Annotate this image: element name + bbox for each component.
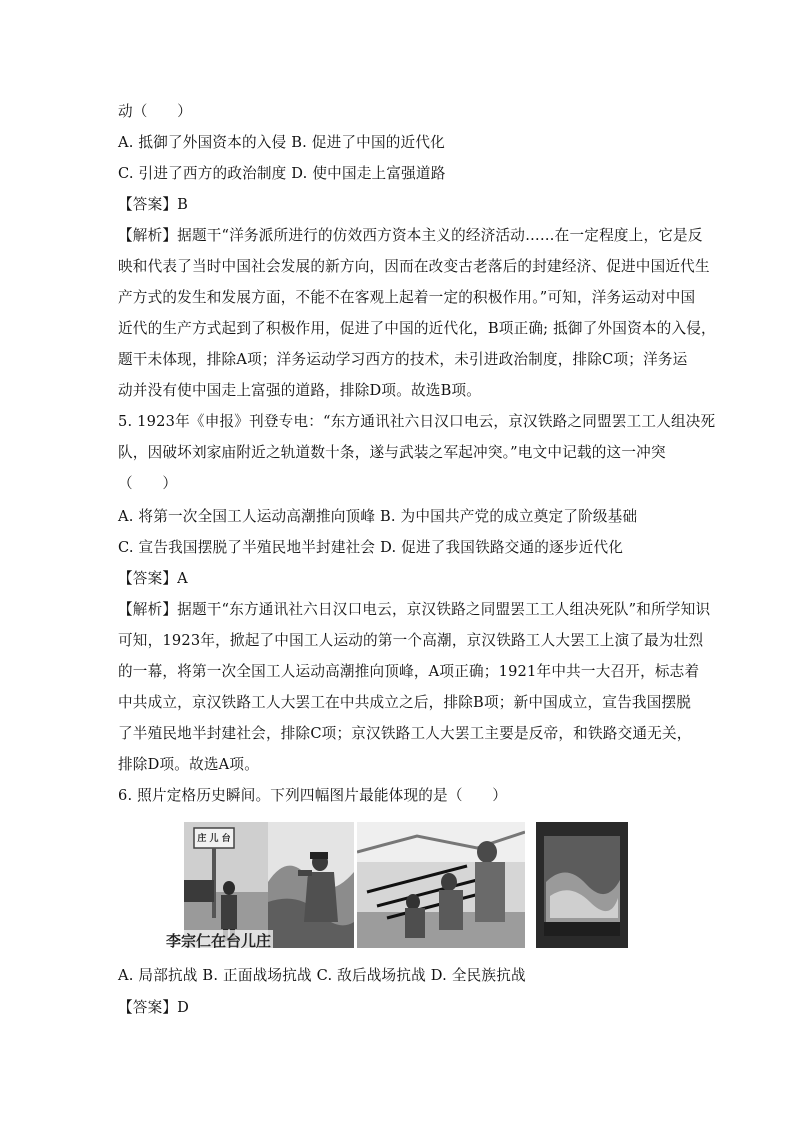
sign-text: 庄 儿 台 — [197, 834, 231, 844]
photo-battlefield — [536, 822, 628, 948]
q5-analysis-line-5: 了半殖民地半封建社会，排除C项；京汉铁路工人大罢工主要是反帝，和铁路交通无关， — [118, 725, 692, 742]
photo-caption: 李宗仁在台儿庄 — [166, 932, 272, 950]
q4-analysis-line-3: 产方式的发生和发展方面，不能不在客观上起着一定的积极作用。”可知，洋务运动对中国 — [118, 289, 696, 306]
q5-analysis-line-3: 的一幕，将第一次全国工人运动高潮推向顶峰，A项正确；1921年中共一大召开，标志着 — [118, 663, 700, 680]
photo-soldiers-rifles — [357, 822, 525, 948]
question-5-stem-line-3: （ ） — [118, 475, 178, 492]
q4-analysis-line-5: 题干未体现，排除A项；洋务运动学习西方的技术，未引进政治制度，排除C项；洋务运 — [118, 351, 688, 368]
q4-analysis-line-4: 近代的生产方式起到了积极作用，促进了中国的近代化，B项正确; 抵御了外国资本的入侵， — [118, 320, 716, 337]
q5-analysis-line-6: 排除D项。故选A项。 — [118, 756, 259, 773]
q4-analysis-line-1: 【解析】据题干“洋务派所进行的仿效西方资本主义的经济活动……在一定程度上，它是反 — [118, 227, 703, 244]
q4-options-ab: A. 抵御了外国资本的入侵 B. 促进了中国的近代化 — [118, 134, 445, 151]
q6-options: A. 局部抗战 B. 正面战场抗战 C. 敌后战场抗战 D. 全民族抗战 — [118, 967, 526, 984]
q5-analysis-line-1: 【解析】据题干“东方通讯社六日汉口电云，京汉铁路之同盟罢工工人组决死队”和所学知识 — [118, 601, 711, 618]
q5-analysis-line-4: 中共成立，京汉铁路工人大罢工在中共成立之后，排除B项；新中国成立，宣告我国摆脱 — [118, 694, 692, 711]
photo-soldier-binoculars — [268, 822, 354, 948]
q4-answer: 【答案】B — [118, 196, 189, 213]
q4-analysis-line-6: 动并没有使中国走上富强的道路，排除D项。故选B项。 — [118, 382, 482, 399]
question-5-stem-line-2: 队，因破坏刘家庙附近之轨道数十条，遂与武装之军起冲突。”电文中记载的这一冲突 — [118, 444, 666, 461]
q6-answer: 【答案】D — [118, 999, 190, 1016]
q4-options-cd: C. 引进了西方的政治制度 D. 使中国走上富强道路 — [118, 165, 446, 182]
q5-options-ab: A. 将第一次全国工人运动高潮推向顶峰 B. 为中国共产党的成立奠定了阶级基础 — [118, 508, 638, 525]
q5-answer: 【答案】A — [118, 570, 188, 587]
question-4-stem-end: 动（ ） — [118, 103, 192, 120]
question-6-stem: 6. 照片定格历史瞬间。下列四幅图片最能体现的是（ ） — [118, 787, 508, 804]
q5-analysis-line-2: 可知，1923年，掀起了中国工人运动的第一个高潮，京汉铁路工人大罢工上演了最为壮烈 — [118, 632, 704, 649]
q4-analysis-line-2: 映和代表了当时中国社会发展的新方向，因而在改变古老落后的封建经济、促进中国近代生 — [118, 258, 710, 275]
question-5-stem-line-1: 5. 1923年《申报》刊登专电：“东方通讯社六日汉口电云，京汉铁路之同盟罢工工人组决死 — [118, 413, 716, 430]
q5-options-cd: C. 宣告我国摆脱了半殖民地半封建社会 D. 促进了我国铁路交通的逐步近代化 — [118, 539, 624, 556]
